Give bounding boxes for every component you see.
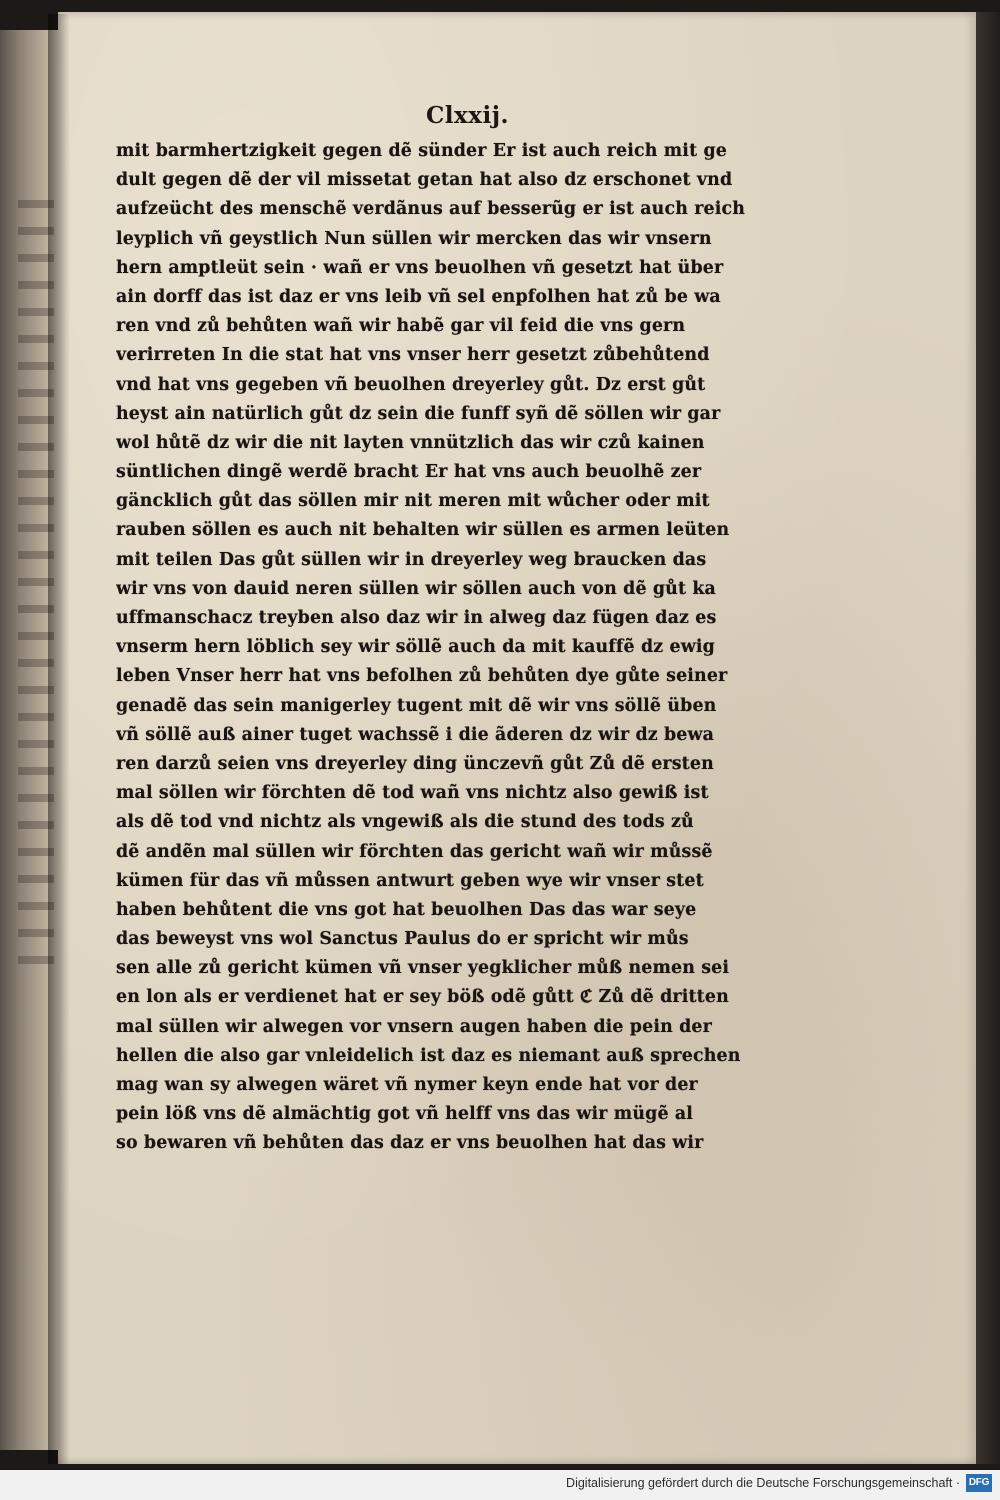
text-line: hern amptleüt sein · wañ er vns beuolhen vñ gesetzt hat über	[116, 257, 724, 278]
text-line: ren darzů seien vns dreyerley ding ünczevñ gůt Zů dẽ ersten	[116, 753, 714, 774]
text-line: hellen die also gar vnleidelich ist daz es niemant auß sprechen	[116, 1045, 741, 1066]
text-line: als dẽ tod vnd nichtz als vngewiß als die stund des tods zů	[116, 812, 694, 833]
text-line: mal süllen wir alwegen vor vnsern augen haben die pein der	[116, 1016, 712, 1037]
text-block	[116, 137, 776, 1159]
text-line: uffmanschacz treyben also daz wir in alweg daz fügen daz es	[116, 608, 717, 628]
text-line: dult gegen dẽ der vil missetat getan hat also dz erschonet vnd	[116, 170, 733, 191]
text-line: heyst ain natürlich gůt dz sein die funff syñ dẽ söllen wir gar	[116, 403, 721, 424]
text-line: das beweyst vns wol Sanctus Paulus do er spricht wir můs	[116, 929, 689, 950]
text-line: dẽ andẽn mal süllen wir förchten das gericht wañ wir můssẽ	[116, 841, 713, 862]
text-line: leben Vnser herr hat vns befolhen zů behůten dye gůte seiner	[116, 666, 728, 687]
text-line: süntlichen dingẽ werdẽ bracht Er hat vns auch beuolhẽ zer	[116, 462, 702, 483]
text-line: rauben söllen es auch nit behalten wir süllen es armen leüten	[116, 520, 730, 541]
book-fore-edge	[976, 12, 1000, 1464]
text-line: genadẽ das sein manigerley tugent mit dẽ wir vns söllẽ üben	[116, 695, 717, 716]
funding-notice: Digitalisierung gefördert durch die Deutsche Forschungsgemeinschaft ·	[566, 1476, 960, 1490]
text-line: so bewaren vñ behůten das daz er vns beuolhen hat das wir	[116, 1133, 704, 1154]
text-line: mal söllen wir förchten dẽ tod wañ vns nichtz also gewiß ist	[116, 783, 709, 804]
text-line: kümen für das vñ můssen antwurt geben wye wir vnser stet	[116, 870, 704, 891]
text-line: sen alle zů gericht kümen vñ vnser yegklicher můß nemen sei	[116, 958, 730, 979]
text-line: aufzeücht des menschẽ verdãnus auf besserũg er ist auch reich	[116, 199, 746, 220]
text-line: pein löß vns dẽ almächtig got vñ helff vns das wir mügẽ al	[116, 1104, 694, 1125]
folio-number: Clxxij.	[426, 102, 510, 129]
text-line: wir vns von dauid neren süllen wir söllen auch von dẽ gůt ka	[116, 578, 716, 599]
text-line: mag wan sy alwegen wäret vñ nymer keyn ende hat vor der	[116, 1075, 698, 1095]
text-line: gäncklich gůt das söllen mir nit meren mit wůcher oder mit	[116, 491, 710, 512]
text-line: vñ söllẽ auß ainer tuget wachssẽ i die ãderen dz wir dz bewa	[116, 724, 715, 745]
text-line: mit barmhertzigkeit gegen dẽ sünder Er ist auch reich mit ge	[116, 141, 727, 161]
text-line: en lon als er verdienet hat er sey böß odẽ gůtt ℭ Zů dẽ dritten	[116, 987, 729, 1008]
text-line: vnd hat vns gegeben vñ beuolhen dreyerley gůt. Dz erst gůt	[116, 374, 706, 395]
text-line: mit teilen Das gůt süllen wir in dreyerley weg braucken das	[116, 549, 707, 570]
text-line: vnserm hern löblich sey wir söllẽ auch da mit kauffẽ dz ewig	[116, 637, 715, 658]
text-line: verirreten In die stat hat vns vnser herr gesetzt zůbehůtend	[116, 345, 710, 366]
gutter-shadow	[48, 14, 70, 1464]
text-line: ren vnd zů behůten wañ wir habẽ gar vil feid die vns gern	[116, 316, 686, 337]
text-line: leyplich vñ geystlich Nun süllen wir mercken das wir vnsern	[116, 228, 712, 249]
text-line: haben behůtent die vns got hat beuolhen Das das war seye	[116, 899, 697, 920]
text-line: wol hůtẽ dz wir die nit layten vnnützlich das wir czů kainen	[116, 432, 705, 453]
text-line: ain dorff das ist daz er vns leib vñ sel enpfolhen hat zů be wa	[116, 286, 721, 307]
dfg-logo: DFG	[966, 1474, 992, 1492]
